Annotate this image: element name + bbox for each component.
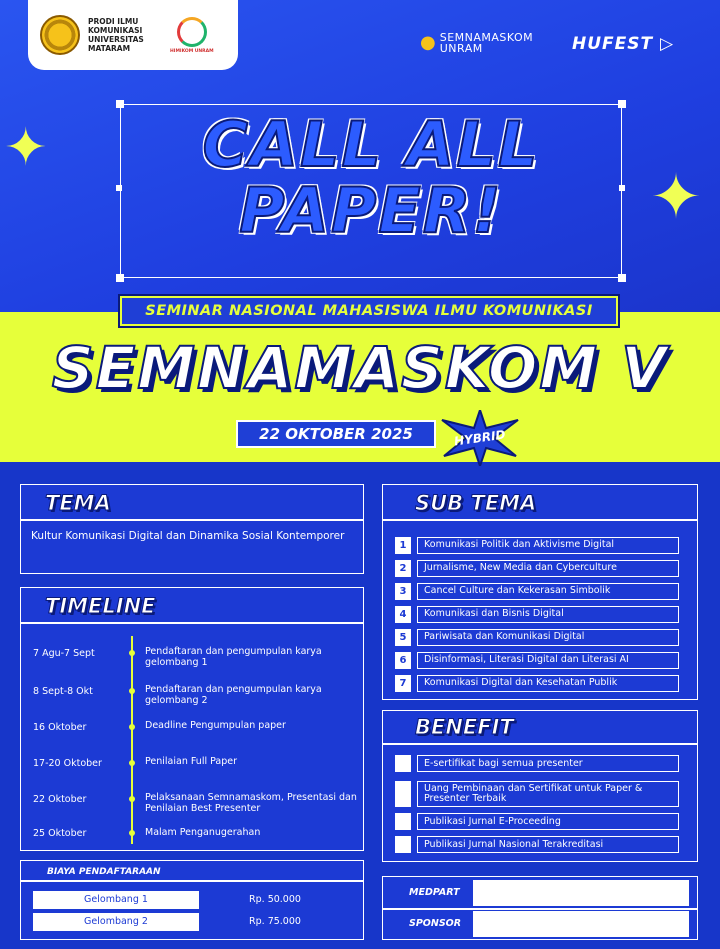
biaya-panel [20,860,364,940]
semna-logo-line2: UNRAM [439,42,483,55]
seminar-subtitle: SEMINAR NASIONAL MAHASISWA ILMU KOMUNIKASI [120,296,618,326]
frame-handle [116,100,124,108]
divider [21,622,363,624]
tema-heading: TEMA [45,491,111,515]
subtema-label: Disinformasi, Literasi Digital dan Literasi AI [417,652,679,669]
benefit-label: E-sertifikat bagi semua presenter [417,755,679,772]
subtema-label: Jurnalisme, New Media dan Cyberculture [417,560,679,577]
medpart-row [383,879,697,907]
sparkle-icon: ✦ [4,118,48,178]
benefit-item [395,781,679,807]
sponsor-box [473,911,689,937]
subtema-heading: SUB TEMA [415,491,537,515]
subtema-number: 4 [395,606,411,623]
timeline-date: 25 Oktober [33,828,87,839]
timeline-dot [129,830,135,836]
timeline-date: 16 Oktober [33,722,87,733]
benefit-checkbox [395,755,411,772]
subtema-panel [382,484,698,700]
subtema-label: Komunikasi dan Bisnis Digital [417,606,679,623]
benefit-checkbox [395,781,411,807]
benefit-label: Publikasi Jurnal Nasional Terakreditasi [417,836,679,853]
event-date: 22 OKTOBER 2025 [236,420,436,448]
himikom-mark-icon [177,17,207,47]
partners-panel [382,876,698,940]
timeline-line [131,636,133,844]
tema-text: Kultur Komunikasi Digital dan Dinamika Sosial Kontemporer [31,529,345,542]
timeline-desc: Penilaian Full Paper [145,756,238,767]
biaya-row [33,891,351,909]
call-all-paper-title [120,108,622,247]
timeline-dot [129,796,135,802]
prodi-logo-text: PRODI ILMU KOMUNIKASI UNIVERSITAS MATARAM [88,17,144,53]
benefit-label: Publikasi Jurnal E-Proceeding [417,813,679,830]
divider [383,743,697,745]
divider [383,519,697,521]
benefit-checkbox [395,836,411,853]
title-line-1: CALL ALL [202,108,540,181]
subtema-number: 2 [395,560,411,577]
biaya-heading: BIAYA PENDAFTARAAN [47,867,161,877]
subtema-label: Cancel Culture dan Kekerasan Simbolik [417,583,679,600]
timeline-panel [20,587,364,851]
subtema-number: 7 [395,675,411,692]
biaya-row [33,913,351,931]
divider [21,880,363,882]
timeline-desc: Malam Penganugerahan [145,827,261,838]
medpart-label: MEDPART [409,887,460,898]
biaya-price: Rp. 50.000 [249,894,301,905]
frame-handle [618,100,626,108]
timeline-desc: Deadline Pengumpulan paper [145,720,286,731]
biaya-price: Rp. 75.000 [249,916,301,927]
sponsor-label: SPONSOR [409,918,462,929]
timeline-desc: Pendaftaran dan pengumpulan karya gelombang 2 [145,684,322,706]
subtema-item [395,675,679,692]
timeline-dot [129,760,135,766]
timeline-desc: Pendaftaran dan pengumpulan karya gelombang 1 [145,646,322,668]
event-title: SEMNAMASKOM V [51,334,669,402]
frame-handle [618,274,626,282]
benefit-heading: BENEFIT [415,715,514,739]
timeline-date: 22 Oktober [33,794,87,805]
subtema-number: 1 [395,537,411,554]
subtema-label: Komunikasi Digital dan Kesehatan Publik [417,675,679,692]
hybrid-badge [440,410,520,466]
timeline-heading: TIMELINE [45,594,156,618]
timeline-dot [129,650,135,656]
subtema-item [395,652,679,669]
hufest-logo-text: HUFEST [572,34,654,54]
subtema-number: 6 [395,652,411,669]
university-seal-logo [40,15,80,55]
timeline-dot [129,688,135,694]
title-line-2: PAPER! [239,174,503,247]
logo-card [28,0,238,70]
benefit-item [395,755,679,772]
subtema-number: 5 [395,629,411,646]
subtema-number: 3 [395,583,411,600]
subtema-item [395,606,679,623]
timeline-dot [129,724,135,730]
timeline-desc: Pelaksanaan Semnamaskom, Presentasi dan Penilaian Best Presenter [145,792,357,814]
frame-handle [116,274,124,282]
subtema-item [395,560,679,577]
play-icon: ▷ [653,34,675,54]
subtema-item [395,583,679,600]
hufest-logo [572,34,674,54]
benefit-item [395,836,679,853]
benefit-panel [382,710,698,862]
himikom-logo-text: HIMIKOM UNRAM [170,48,214,54]
subtema-item [395,537,679,554]
subtema-label: Pariwisata dan Komunikasi Digital [417,629,679,646]
subtema-item [395,629,679,646]
timeline-date: 8 Sept-8 Okt [33,686,93,697]
semnamaskom-logo [420,32,533,54]
subtema-label: Komunikasi Politik dan Aktivisme Digital [417,537,679,554]
benefit-label: Uang Pembinaan dan Sertifikat untuk Paper & Presenter Terbaik [417,781,679,807]
biaya-name: Gelombang 2 [33,913,199,931]
timeline-date: 7 Agu-7 Sept [33,648,95,659]
benefit-checkbox [395,813,411,830]
sparkle-icon: ✦ [650,160,702,233]
tema-panel [20,484,364,574]
himikom-logo [170,17,214,54]
semna-logo-line1: SEMNAMASKOM [439,31,534,44]
bulb-icon: ● [420,32,436,53]
benefit-item [395,813,679,830]
medpart-box [473,880,689,906]
hybrid-label: HYBRID [453,427,507,449]
sponsor-row [383,910,697,938]
timeline-date: 17-20 Oktober [33,758,102,769]
biaya-name: Gelombang 1 [33,891,199,909]
